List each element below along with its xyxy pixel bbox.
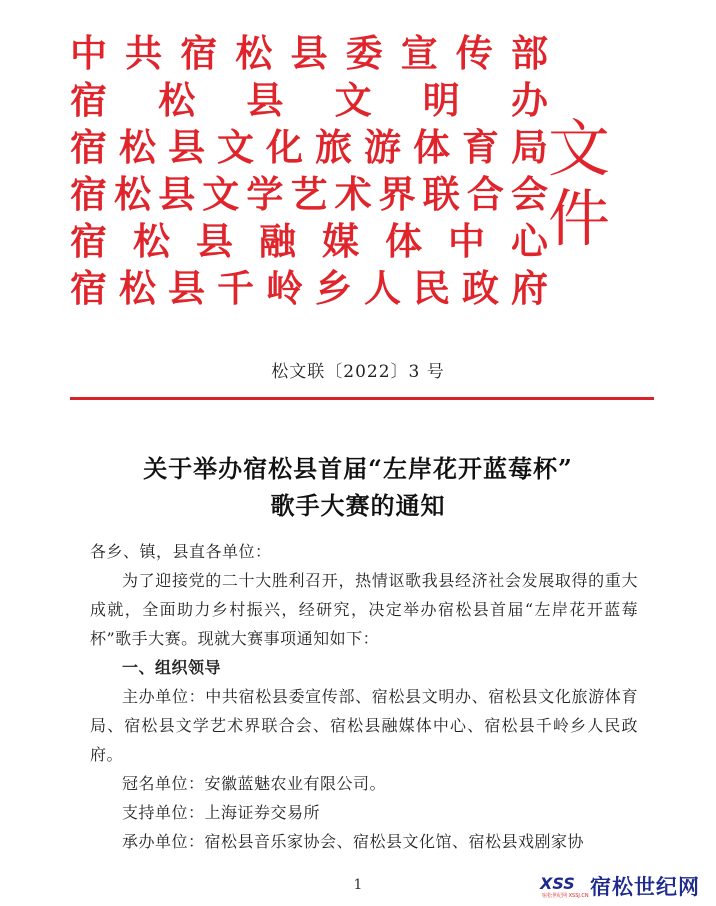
org-char: 术	[334, 172, 372, 216]
org-char: 人	[364, 266, 401, 310]
org-char: 县	[168, 125, 205, 169]
masthead	[70, 30, 670, 310]
org-char: 松	[114, 172, 152, 216]
org-char: 育	[462, 125, 499, 169]
org-char: 传	[455, 31, 493, 75]
org-char: 体	[413, 125, 450, 169]
org-char: 旅	[315, 125, 352, 169]
org-char: 宿	[70, 125, 107, 169]
org-char: 民	[413, 266, 450, 310]
org-char: 宿	[70, 78, 107, 122]
org-char: 界	[378, 172, 416, 216]
org-char: 松	[119, 125, 156, 169]
document-number: 松文联〔2022〕3 号	[271, 362, 445, 382]
org-char: 学	[246, 172, 284, 216]
org-char: 宿	[70, 172, 107, 216]
org-char: 媒	[322, 219, 359, 263]
site-name: 宿松世纪网	[590, 875, 700, 899]
support-unit-line: 支持单位：上海证券交易所	[122, 803, 321, 822]
org-char: 游	[364, 125, 401, 169]
org-char: 松	[235, 31, 273, 75]
org-char: 县	[290, 31, 328, 75]
org-char: 共	[125, 31, 163, 75]
org-char: 中	[448, 219, 485, 263]
org-char: 松	[119, 266, 156, 310]
org-line-qianling-township-government	[70, 265, 548, 311]
org-char: 局	[511, 125, 548, 169]
intro-paragraph: 为了迎接党的二十大胜利召开，热情讴歌我县经济社会发展取得的重大成就，全面助力乡村振兴，经研究，决定举办宿松县首届“左岸花开蓝莓杯”歌手大赛。现就大赛事项通知如下：	[90, 571, 638, 648]
org-char: 心	[511, 219, 548, 263]
org-line-propaganda-dept	[70, 30, 548, 76]
org-line-culture-tourism-sports-bureau	[70, 124, 548, 170]
org-char: 宣	[400, 31, 438, 75]
org-char: 宿	[180, 31, 218, 75]
notice-title-line-2: 歌手大赛的通知	[270, 491, 446, 520]
org-char: 县	[168, 266, 205, 310]
org-char: 文	[217, 125, 254, 169]
site-watermark	[540, 870, 716, 906]
org-char: 中	[70, 31, 107, 75]
org-char: 明	[422, 78, 460, 122]
org-char: 县	[196, 219, 233, 263]
masthead-suffix: 文件	[548, 112, 613, 255]
org-char: 岭	[266, 266, 303, 310]
org-char: 委	[345, 31, 383, 75]
host-units-paragraph: 主办单位：中共宿松县委宣传部、宿松县文明办、宿松县文化旅游体育局、宿松县文学艺术界联合会、宿松县融媒体中心、宿松县千岭乡人民政府。	[90, 687, 638, 764]
org-char: 政	[462, 266, 499, 310]
red-divider-rule	[70, 397, 654, 400]
title-sponsor-line: 冠名单位：安徽蓝魅农业有限公司。	[122, 774, 387, 793]
org-char: 千	[217, 266, 254, 310]
org-char: 宿	[70, 219, 107, 263]
org-char: 融	[259, 219, 296, 263]
org-char: 文	[202, 172, 240, 216]
section-heading: 一、组织领导	[122, 658, 222, 677]
org-char: 乡	[315, 266, 352, 310]
org-char: 县	[158, 172, 196, 216]
org-char: 会	[510, 172, 548, 216]
site-logo-icon: XSS 宿松世纪网 XSSJ.CN	[540, 874, 589, 899]
org-char: 部	[511, 31, 548, 75]
org-line-media-center	[70, 218, 548, 264]
org-char: 府	[511, 266, 548, 310]
org-line-literature-art-federation	[70, 171, 548, 217]
org-char: 松	[133, 219, 170, 263]
org-char: 合	[466, 172, 504, 216]
org-char: 县	[246, 78, 284, 122]
org-char: 艺	[290, 172, 328, 216]
organizer-units-line: 承办单位：宿松县音乐家协会、宿松县文化馆、宿松县戏剧家协	[122, 832, 585, 851]
org-char: 文	[334, 78, 372, 122]
org-char: 宿	[70, 266, 107, 310]
salutation: 各乡、镇，县直各单位：	[90, 542, 272, 561]
org-char: 化	[266, 125, 303, 169]
org-char: 联	[422, 172, 460, 216]
page-number: 1	[353, 877, 363, 893]
org-line-civilization-office	[70, 77, 548, 123]
notice-title-line-1: 关于举办宿松县首届“左岸花开蓝莓杯”	[143, 454, 573, 483]
org-char: 松	[158, 78, 196, 122]
org-char: 办	[510, 78, 548, 122]
org-char: 体	[385, 219, 422, 263]
